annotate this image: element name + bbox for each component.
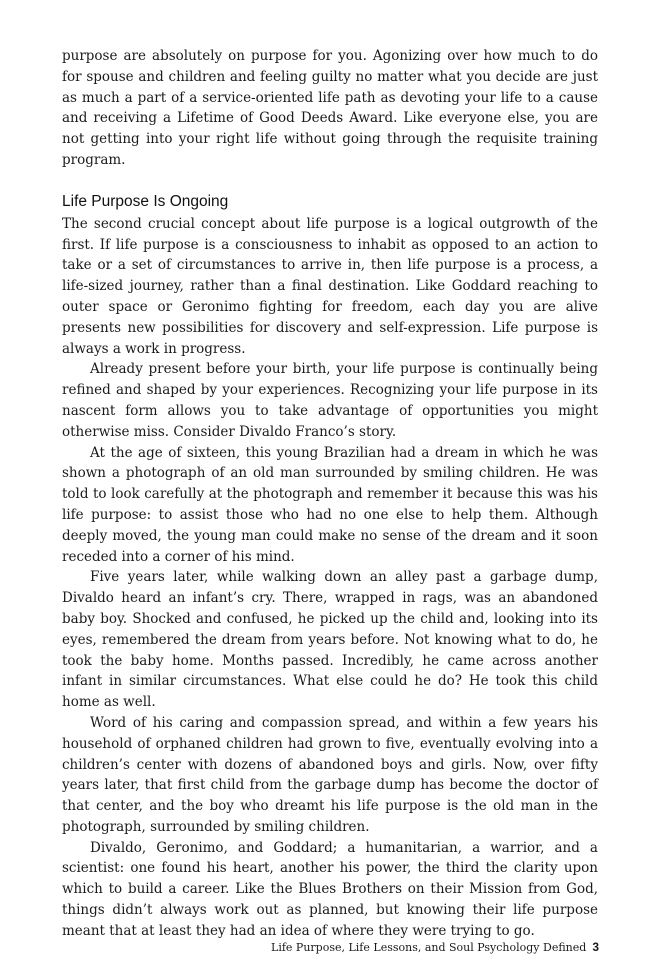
body-paragraph-4: Five years later, while walking down an alley past a garbage dump, Divaldo heard an infant’s cry. There, wrapped in rags, was an abandoned baby boy. Shocked and confused, he picked up the child and, looking into its eyes, remembered the dream from years before. Not knowing what to do, he took the baby home. Months passed. Incredibly, he came across another infant in similar circumstances. What else could he do? He took this child home as well. xyxy=(62,569,598,711)
page-body xyxy=(62,46,598,942)
running-title: Life Purpose, Life Lessons, and Soul Psychology Defined xyxy=(271,941,587,954)
page-number: 3 xyxy=(592,940,599,954)
page-footer xyxy=(271,940,599,954)
body-paragraph-6: Divaldo, Geronimo, and Goddard; a humanitarian, a warrior, and a scientist: one found his heart, another his power, the third the clarity upon which to build a career. Like the Blues Brothers on their Mission from God, things didn’t always work out as planned, but knowing their life purpose meant that at least they had an idea of where they were trying to go. xyxy=(62,839,598,939)
body-paragraph-3: At the age of sixteen, this young Brazilian had a dream in which he was shown a photograph of an old man surrounded by smiling children. He was told to look carefully at the photograph and remember it because this was his life purpose: to assist those who had no one else to help them. Although deeply moved, the young man could make no sense of the dream and it soon receded into a corner of his mind. xyxy=(62,444,598,565)
section-heading: Life Purpose Is Ongoing xyxy=(62,192,229,210)
body-paragraph-1: The second crucial concept about life purpose is a logical outgrowth of the first. If life purpose is a consciousness to inhabit as opposed to an action to take or a set of circumstances to arrive in, then life purpose is a process, a life-sized journey, rather than a final destination. Like Goddard reaching to outer space or Geronimo fighting for freedom, each day you are alive presents new possibilities for discovery and self-expression. Life purpose is always a work in progress. xyxy=(62,215,598,357)
body-paragraph-5: Word of his caring and compassion spread, and within a few years his household of orphaned children had grown to five, eventually evolving into a children’s center with dozens of abandoned boys and girls. Now, over fifty years later, that first child from the garbage dump has become the doctor of that center, and the boy who dreamt his life purpose is the old man in the photograph, surrounded by smiling children. xyxy=(62,714,598,835)
body-paragraph-2: Already present before your birth, your life purpose is continually being refined and shaped by your experiences. Recognizing your life purpose in its nascent form allows you to take advantage of opportunities you might otherwise miss. Consider Divaldo Franco’s story. xyxy=(62,361,598,440)
intro-paragraph: purpose are absolutely on purpose for you. Agonizing over how much to do for spouse and children and feeling guilty no matter what you decide are just as much a part of a service-oriented life path as devoting your life to a cause and receiving a Lifetime of Good Deeds Award. Like everyone else, you are not getting into your right life without going through the requisite training program. xyxy=(62,48,598,168)
